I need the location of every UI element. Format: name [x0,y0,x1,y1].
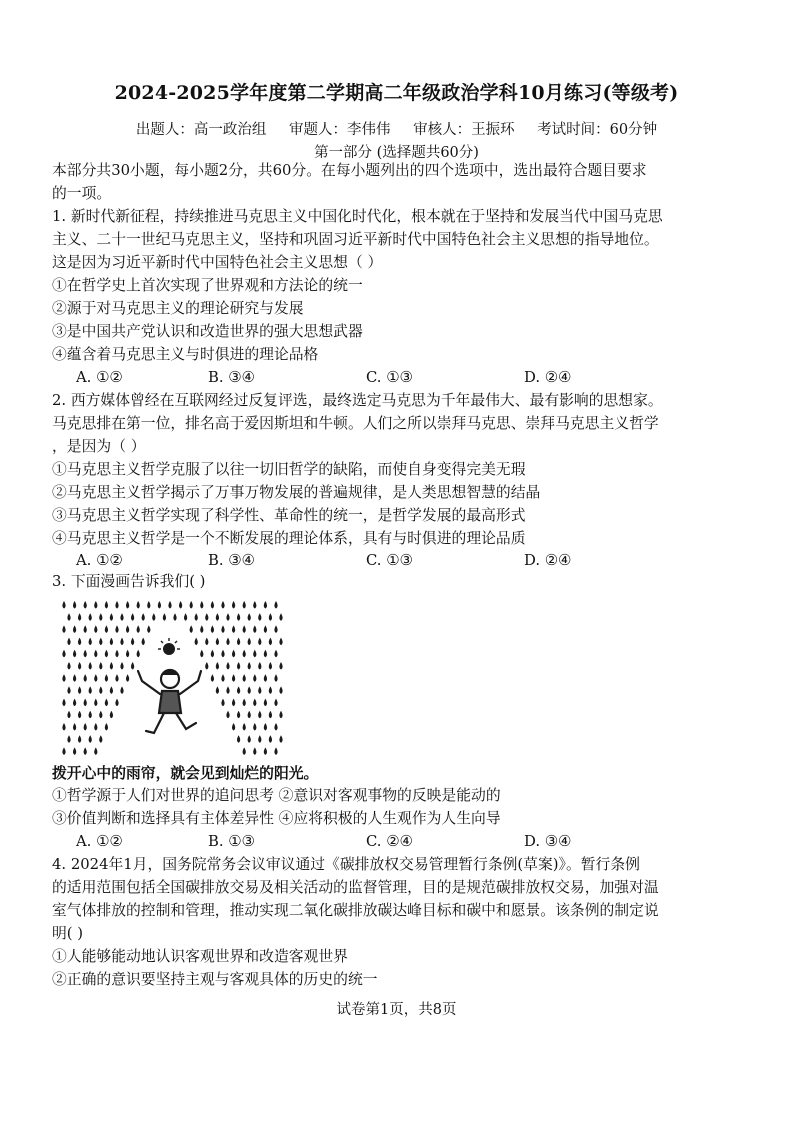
q3-option-d: D. ③④ [524,833,572,850]
q2-stem-line-2: 马克思排在第一位，排名高于爱因斯坦和牛顿。人们之所以崇拜马克思、崇拜马克思主义哲学 [52,415,659,432]
q4-stem-line-2: 的适用范围包括全国碳排放交易及相关活动的监督管理，目的是规范碳排放权交易，加强对温 [52,879,659,896]
section-title: 第一部分 (选择题共60分) [314,145,479,161]
q1-stem-line-3: 这是因为习近平新时代中国特色社会主义思想（ ） [52,254,383,271]
q2-item-2: ②马克思主义哲学揭示了万事万物发展的普遍规律，是人类思想智慧的结晶 [52,484,541,501]
q1-item-1: ①在哲学史上首次实现了世界观和方法论的统一 [52,277,363,294]
q2-stem-line-3: ，是因为（ ） [52,438,146,455]
q4-item-2: ②正确的意识要坚持主观与客观具体的历史的统一 [52,971,378,988]
q4-item-1: ①人能够能动地认识客观世界和改造客观世界 [52,948,348,965]
page-title: 2024-2025学年度第二学期高二年级政治学科10月练习(等级考) [114,82,679,104]
meta-reviewer: 审题人：李伟伟 [288,122,391,138]
q1-item-3: ③是中国共产党认识和改造世界的强大思想武器 [52,323,363,340]
q3-option-c: C. ②④ [366,833,413,850]
meta-time: 考试时间：60分钟 [537,122,658,138]
q4-stem-line-3: 室气体排放的控制和管理，推动实现二氧化碳排放碳达峰目标和碳中和愿景。该条例的制定说 [52,902,659,919]
meta-author: 出题人：高一政治组 [135,122,267,138]
q4-stem-line-1: 4. 2024年1月，国务院常务会议审议通过《碳排放权交易管理暂行条例(草案)》。暂行条例 [52,856,640,873]
q3-comic-caption: 拨开心中的雨帘，就会见到灿烂的阳光。 [52,765,319,782]
q1-item-2: ②源于对马克思主义的理论研究与发展 [52,300,304,317]
q2-option-a: A. ①② [76,552,123,569]
q4-stem-line-4: 明( ) [52,925,84,942]
q1-item-4: ④蕴含着马克思主义与时俱进的理论品格 [52,346,319,363]
q2-stem-line-1: 2. 西方媒体曾经在互联网经过反复评选，最终选定马克思为千年最伟大、最有影响的思想家。 [52,392,663,409]
q1-option-d: D. ②④ [524,369,572,386]
q1-stem-line-2: 主义、二十一世纪马克思主义，坚持和巩固习近平新时代中国特色社会主义思想的指导地位。 [52,231,659,248]
instructions-line-2: 的一项。 [52,185,112,202]
q1-option-b: B. ③④ [208,369,255,386]
q3-items-row-2: ③价值判断和选择具有主体差异性 ④应将积极的人生观作为人生向导 [52,810,501,827]
q2-item-1: ①马克思主义哲学克服了以往一切旧哲学的缺陷，而使自身变得完美无瑕 [52,461,526,478]
q3-stem: 3. 下面漫画告诉我们( ) [52,573,206,590]
q2-option-d: D. ②④ [524,552,572,569]
instructions-line-1: 本部分共30小题，每小题2分，共60分。在每小题列出的四个选项中，选出最符合题目要求 [52,162,647,179]
q1-option-c: C. ①③ [366,369,413,386]
page-footer: 试卷第1页，共8页 [336,1002,457,1018]
q2-option-c: C. ①③ [366,552,413,569]
q3-option-b: B. ①③ [208,833,255,850]
q2-item-3: ③马克思主义哲学实现了科学性、革命性的统一，是哲学发展的最高形式 [52,507,526,524]
rain-curtain-comic [58,595,284,758]
q2-option-b: B. ③④ [208,552,255,569]
q3-items-row-1: ①哲学源于人们对世界的追问思考 ②意识对客观事物的反映是能动的 [52,787,501,804]
q3-option-a: A. ①② [76,833,123,850]
meta-checker: 审核人：王振环 [413,122,515,138]
q2-item-4: ④马克思主义哲学是一个不断发展的理论体系，具有与时俱进的理论品质 [52,530,526,547]
q1-stem-line-1: 1. 新时代新征程，持续推进马克思主义中国化时代化，根本就在于坚持和发展当代中国马克思 [52,208,663,225]
q1-option-a: A. ①② [76,369,123,386]
exam-meta [0,118,793,139]
